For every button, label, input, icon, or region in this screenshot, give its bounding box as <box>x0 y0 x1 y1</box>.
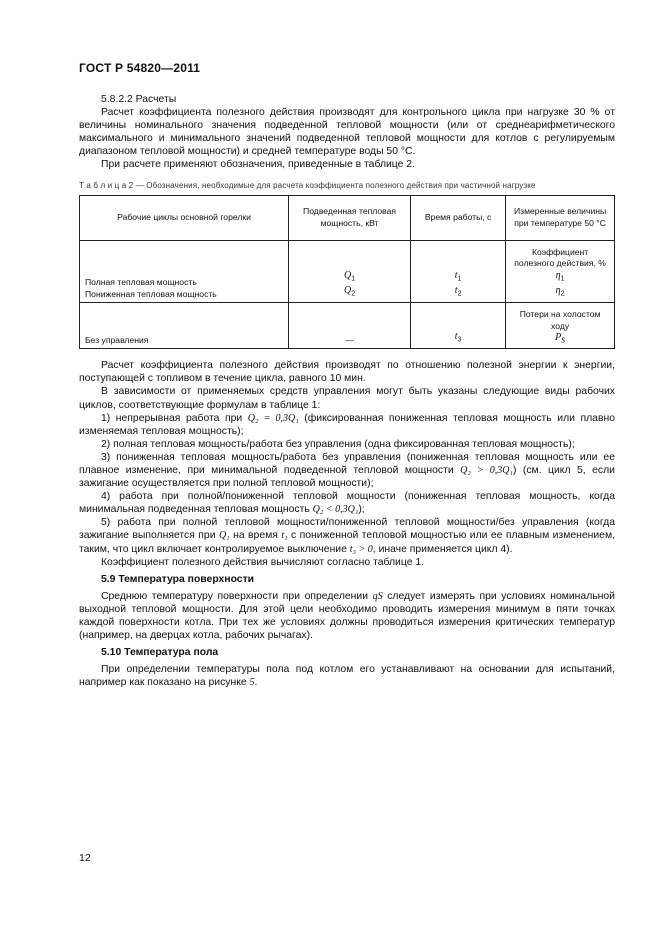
symbol-p: P <box>555 332 562 343</box>
text: ); <box>358 504 365 516</box>
paragraph <box>79 663 615 689</box>
text: с пониженной тепловой мощностью или ее плавным изменением, таким, что цикл включает контролируемое выключение <box>79 530 615 555</box>
formula: Q₂ < 0,3Q₁ <box>312 504 359 516</box>
formula: Q₂ > 0,3Q₁ <box>460 464 513 476</box>
formula: Q₁ <box>218 530 230 542</box>
subscript: 2 <box>457 290 462 298</box>
text: 4) работа при полной/пониженной тепловой мощности (пониженная тепловая мощность, когда минимальная подведенная тепловая мощность <box>79 491 615 516</box>
measured-label: Коэффициент полезного действия, % <box>514 246 606 269</box>
list-item <box>79 516 615 555</box>
subscript: 2 <box>560 290 565 298</box>
symbol-eta: η <box>555 269 561 281</box>
symbol-t: t <box>454 331 458 342</box>
document-id-header: ГОСТ Р 54820—2011 <box>79 61 201 75</box>
paragraph: Расчет коэффициента полезного действия производят по отношению полезной энергии к энергии, поступающей с топливом в течение цикла, равного 10 мин. <box>79 360 615 385</box>
paragraph: Коэффициент полезного действия вычисляют согласно таблице 1. <box>101 556 425 568</box>
formula: qS <box>372 590 383 602</box>
measured-cell <box>506 240 615 302</box>
measured-label: Потери на холостом ходу <box>519 309 601 331</box>
page-content <box>79 93 615 689</box>
time-cell <box>411 240 506 302</box>
symbol-q: Q <box>343 269 352 281</box>
cycle-cell <box>80 240 289 302</box>
symbol-eta: η <box>555 284 561 296</box>
formula: t₁ <box>281 530 288 542</box>
symbol-t: t <box>454 269 458 281</box>
table-header-row <box>80 195 615 240</box>
header-power: Подведенная тепловая мощность, кВт <box>289 195 411 240</box>
power-cell <box>289 240 411 302</box>
header-cycles: Рабочие циклы основной горелки <box>80 195 289 240</box>
subscript: 1 <box>351 275 356 283</box>
header-time: Время работы, с <box>411 195 506 240</box>
text: на время <box>229 530 282 542</box>
text: При определении температуры пола под котлом его устанавливают на основании для испытаний, например как показано на рисунке <box>79 664 615 689</box>
formula: Q₂ = 0,3Q₁ <box>247 412 299 424</box>
paragraph <box>79 590 615 642</box>
text: 1) непрерывная работа при <box>101 412 248 424</box>
time-cell <box>411 303 506 349</box>
section-title: 5.9 Температура поверхности <box>101 573 255 585</box>
list-item <box>79 490 615 516</box>
text: (фиксированная пониженная тепловая мощность или плавно изменяемая тепловая мощность); <box>79 412 615 437</box>
text: . <box>254 677 258 689</box>
table-2 <box>79 195 615 350</box>
header-measured: Измеренные величины при температуре 50 °С <box>506 195 615 240</box>
text: Среднюю температуру поверхности при определении <box>101 590 373 602</box>
table-caption: Т а б л и ц а 2 — Обозначения, необходимые для расчета коэффициента полезного действия при частичной нагрузке <box>79 180 536 190</box>
table-row <box>80 303 615 349</box>
subsection-title: 5.8.2.2 Расчеты <box>101 94 177 105</box>
list-item <box>79 412 615 438</box>
page-number: 12 <box>79 852 91 864</box>
subscript: 3 <box>457 336 462 344</box>
symbol-t: t <box>454 284 458 296</box>
symbol-q: Q <box>343 284 352 296</box>
paragraph: Расчет коэффициента полезного действия производят для контрольного цикла при нагрузке 30 % от величины номинального значения подведенной тепловой мощности (или от среднеарифметического максимального и минимального значений подведенной тепловой мощности для котлов с регулируемым диапазоном тепловой мощности) и средней температуре воды 50 °С. <box>79 107 615 158</box>
text: 3) пониженная тепловая мощность/работа без управления (пониженная тепловая мощность или ее плавное изменение, при минимальной подведенной тепловой мощности <box>79 451 615 476</box>
cycle-reduced-power: Пониженная тепловая мощность <box>85 288 217 299</box>
subscript: 2 <box>351 290 356 298</box>
subscript: s <box>561 334 566 346</box>
section-title: 5.10 Температура пола <box>101 647 219 659</box>
subscript: 1 <box>560 275 565 283</box>
text: следует измерять при условиях номинальной выходной тепловой мощности. Для этой цели необходимо проводить измерения минимум в пяти точках каждой поверхности котла. При тех же условиях должны проводиться измерения критических температур (например, на дверцах котла, рабочих рычагах). <box>79 590 615 642</box>
table-row <box>80 240 615 302</box>
measured-cell <box>506 303 615 349</box>
paragraph: В зависимости от применяемых средств управления могут быть указаны следующие виды рабочих циклов, соответствующие формулам в таблице 1: <box>79 386 615 411</box>
text: 5) работа при полной тепловой мощности/пониженной тепловой мощности/без управления (когда зажигание выполняется при <box>79 517 615 542</box>
list-item <box>79 451 615 490</box>
subscript: 1 <box>457 275 462 283</box>
formula: t₃ > 0 <box>349 543 373 555</box>
paragraph: При расчете применяют обозначения, приведенные в таблице 2. <box>101 159 415 171</box>
text: , иначе применяется цикл 4). <box>372 543 513 555</box>
figure-ref: 5 <box>249 677 255 689</box>
list-item: 2) полная тепловая мощность/работа без управления (одна фиксированная тепловая мощность); <box>101 438 575 450</box>
cycle-full-power: Полная тепловая мощность <box>85 277 197 287</box>
cycle-cell: Без управления <box>80 303 289 349</box>
text: ) (см. цикл 5, если зажигание осуществляется при полной тепловой мощности); <box>79 464 615 490</box>
power-cell: — <box>289 303 411 349</box>
